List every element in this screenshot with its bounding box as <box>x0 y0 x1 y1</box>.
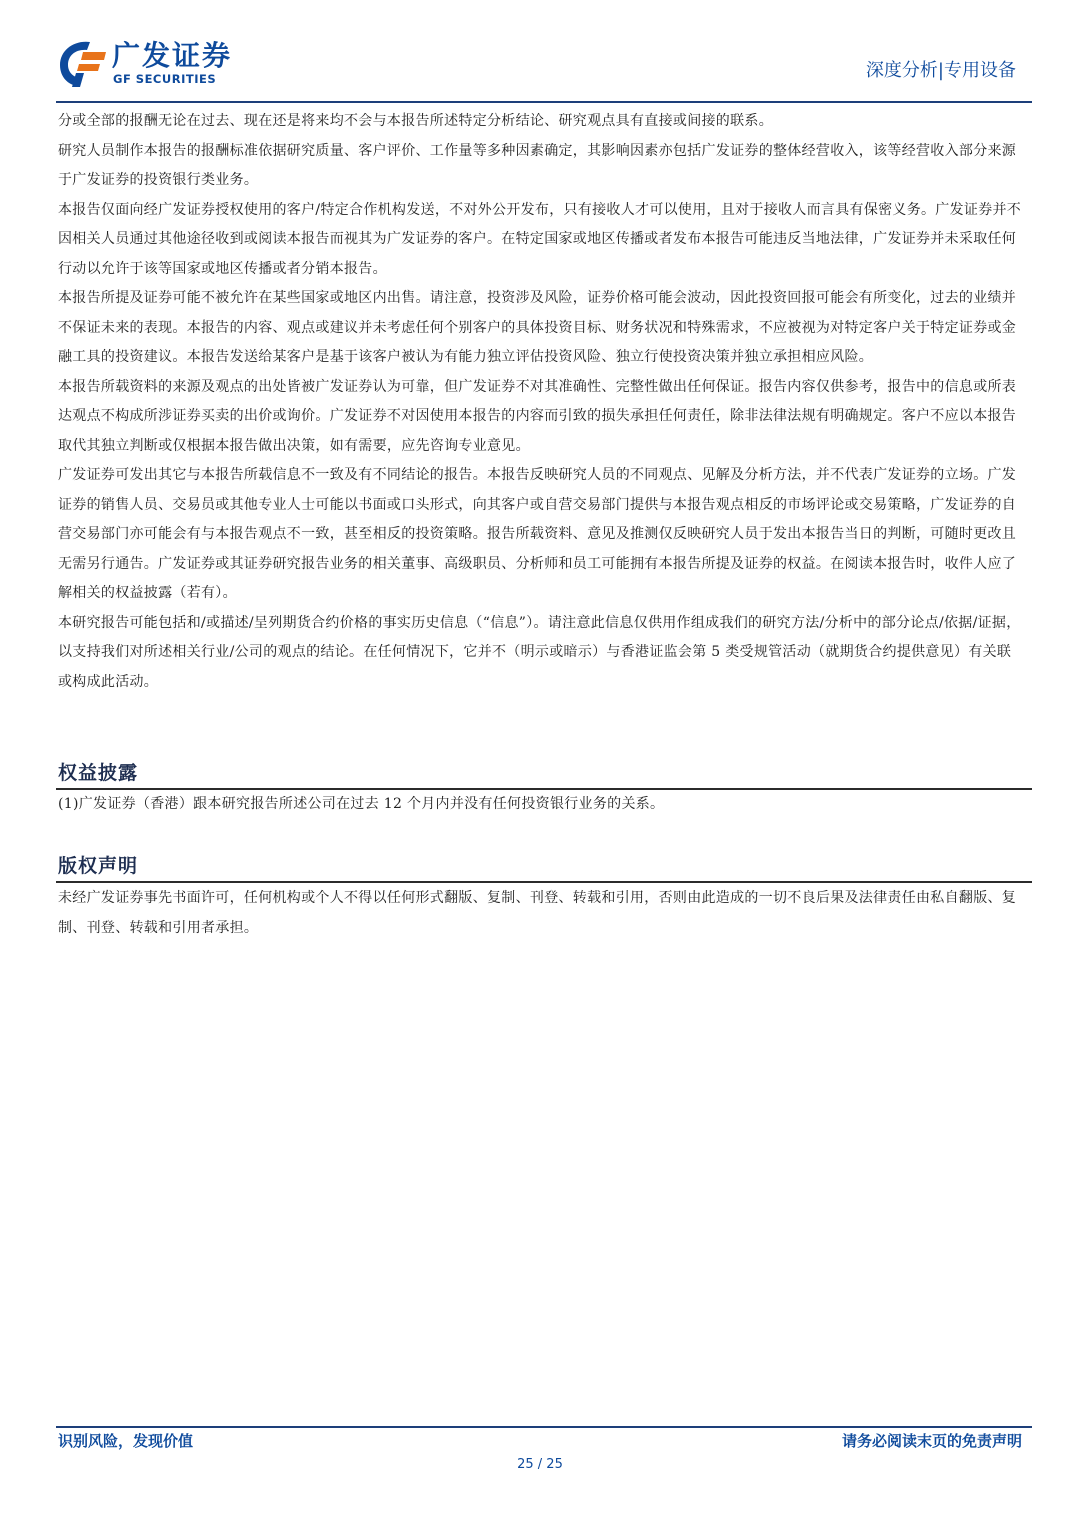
disclaimer-body <box>58 107 1024 697</box>
disclaimer-paragraph: 广发证券可发出其它与本报告所载信息不一致及有不同结论的报告。本报告反映研究人员的不同观点、见解及分析方法，并不代表广发证券的立场。广发证券的销售人员、交易员或其他专业人士可能以书面或口头形式，向其客户或自营交易部门提供与本报告观点相反的市场评论或交易策略，广发证券的自营交易部门亦可能会有与本报告观点不一致，甚至相反的投资策略。报告所载资料、意见及推测仅反映研究人员于发出本报告当日的判断，可随时更改且无需另行通告。广发证券或其证券研究报告业务的相关董事、高级职员、分析师和员工可能拥有本报告所提及证券的权益。在阅读本报告时，收件人应了解相关的权益披露（若有）。 <box>58 467 1017 601</box>
rights-disclosure-paragraph: (1)广发证券（香港）跟本研究报告所述公司在过去 12 个月内并没有任何投资银行业务的关系。 <box>58 796 665 812</box>
copyright-title: 版权声明 <box>58 855 139 877</box>
page-number: 25 / 25 <box>517 1457 563 1472</box>
rights-disclosure-title: 权益披露 <box>58 762 139 784</box>
disclaimer-paragraph: 分或全部的报酬无论在过去、现在还是将来均不会与本报告所述特定分析结论、研究观点具有直接或间接的联系。 <box>58 113 773 129</box>
footer-disclaimer-notice: 请务必阅读末页的免责声明 <box>841 1432 1022 1450</box>
header-divider <box>56 101 1032 103</box>
disclaimer-paragraph: 本报告仅面向经广发证券授权使用的客户/特定合作机构发送，不对外公开发布，只有接收人才可以使用，且对于接收人而言具有保密义务。广发证券并不因相关人员通过其他途径收到或阅读本报告而视其为广发证券的客户。在特定国家或地区传播或者发布本报告可能违反当地法律，广发证券并未采取任何行动以允许于该等国家或地区传播或者分销本报告。 <box>58 201 1022 277</box>
disclaimer-paragraph: 研究人员制作本报告的报酬标准依据研究质量、客户评价、工作量等多种因素确定，其影响因素亦包括广发证券的整体经营收入，该等经营收入部分来源于广发证券的投资银行类业务。 <box>58 142 1017 188</box>
disclaimer-paragraph: 本报告所提及证券可能不被允许在某些国家或地区内出售。请注意，投资涉及风险，证券价格可能会波动，因此投资回报可能会有所变化，过去的业绩并不保证未来的表现。本报告的内容、观点或建议并未考虑任何个别客户的具体投资目标、财务状况和特殊需求，不应被视为对特定客户关于特定证券或金融工具的投资建议。本报告发送给某客户是基于该客户被认为有能力独立评估投资风险、独立行使投资决策并独立承担相应风险。 <box>58 290 1017 365</box>
footer-slogan: 识别风险，发现价值 <box>58 1432 194 1450</box>
brand-name-en: GF SECURITIES <box>113 72 217 86</box>
copyright-paragraph: 未经广发证券事先书面许可，任何机构或个人不得以任何形式翻版、复制、刊登、转载和引用，否则由此造成的一切不良后果及法律责任由私自翻版、复制、刊登、转载和引用者承担。 <box>58 890 1017 936</box>
disclaimer-paragraph: 本报告所载资料的来源及观点的出处皆被广发证券认为可靠，但广发证券不对其准确性、完整性做出任何保证。报告内容仅供参考，报告中的信息或所表达观点不构成所涉证券买卖的出价或询价。广发证券不对因使用本报告的内容而引致的损失承担任何责任，除非法律法规有明确规定。客户不应以本报告取代其独立判断或仅根据本报告做出决策，如有需要，应先咨询专业意见。 <box>58 378 1017 454</box>
report-type-label: 深度分析|专用设备 <box>865 60 1016 81</box>
copyright-text <box>58 884 1024 943</box>
gf-securities-logo-icon <box>56 38 108 88</box>
footer-divider <box>56 1426 1032 1428</box>
disclaimer-paragraph: 本研究报告可能包括和/或描述/呈列期货合约价格的事实历史信息（“信息”）。请注意此信息仅供用作组成我们的研究方法/分析中的部分论点/依据/证据，以支持我们对所述相关行业/公司的观点的结论。在任何情况下，它并不（明示或暗示）与香港证监会第 5 类受规管活动（就期货合约提供意见）有关联或构成此活动。 <box>58 614 1021 690</box>
copyright-divider <box>56 881 1032 883</box>
page-header <box>0 0 1080 104</box>
rights-disclosure-text <box>58 790 1024 820</box>
brand-name-cn: 广发证券 <box>112 39 233 72</box>
